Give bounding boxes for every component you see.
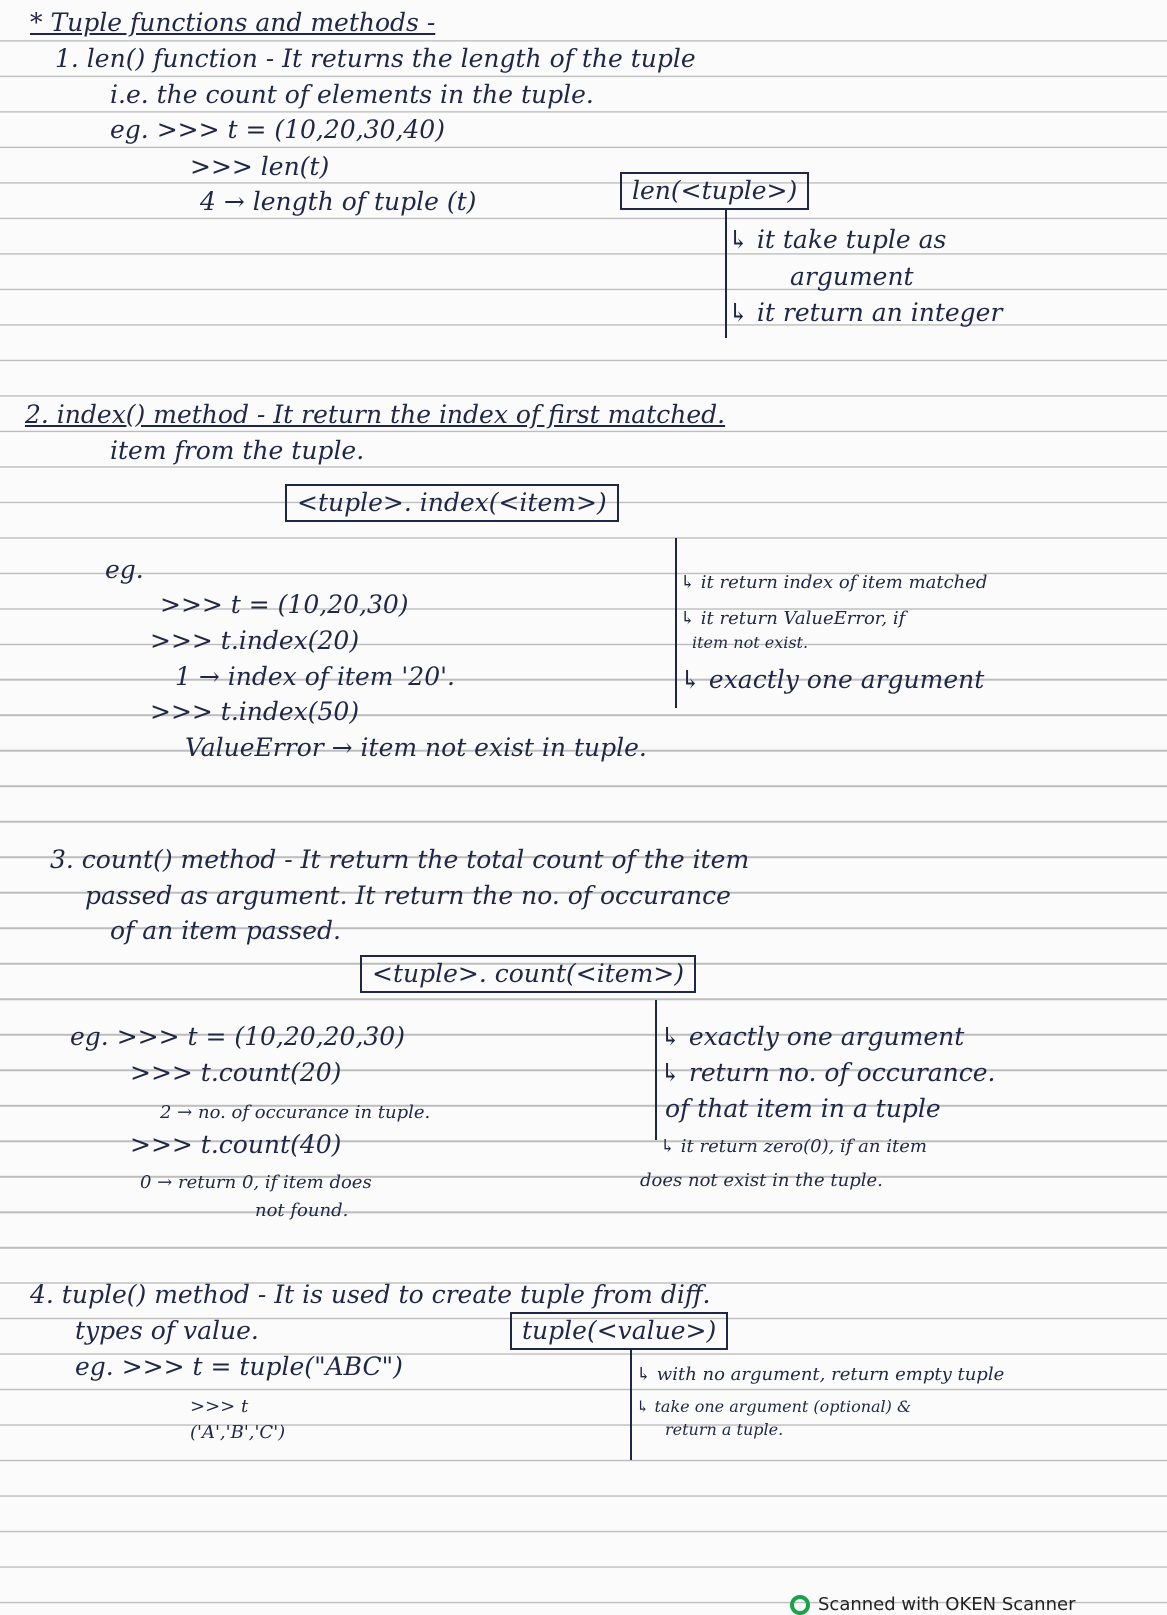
note-bracket bbox=[725, 210, 727, 338]
page-title: * Tuple functions and methods - bbox=[30, 8, 436, 37]
count-example-output: 2 → no. of occurance in tuple. bbox=[160, 1102, 431, 1123]
index-example-line: >>> t = (10,20,30) bbox=[160, 590, 409, 619]
count-example-output: 0 → return 0, if item does bbox=[140, 1172, 372, 1193]
scanner-watermark bbox=[790, 1594, 1075, 1615]
len-example-line: >>> len(t) bbox=[190, 152, 330, 181]
index-example-output: 1 → index of item '20'. bbox=[175, 662, 455, 691]
note-bracket bbox=[675, 538, 677, 708]
note-bracket bbox=[655, 1000, 657, 1140]
index-eg-label: eg. bbox=[105, 555, 144, 584]
count-example-output: not found. bbox=[255, 1200, 349, 1221]
tuple-syntax-box: tuple(<value>) bbox=[510, 1312, 728, 1350]
len-note: ↳ it return an integer bbox=[728, 298, 1003, 327]
index-note: ↳ it return ValueError, if bbox=[680, 608, 906, 629]
index-example-line: >>> t.index(20) bbox=[150, 626, 360, 655]
tuple-note: ↳ take one argument (optional) & bbox=[636, 1397, 912, 1416]
index-example-line: >>> t.index(50) bbox=[150, 697, 360, 726]
len-heading: 1. len() function - It returns the length of the tuple bbox=[55, 44, 696, 73]
count-note: ↳ exactly one argument bbox=[660, 1022, 965, 1051]
index-note: ↳ exactly one argument bbox=[680, 665, 985, 694]
len-description: i.e. the count of elements in the tuple. bbox=[110, 80, 594, 109]
tuple-note: return a tuple. bbox=[665, 1420, 784, 1439]
tuple-example-line: >>> t bbox=[190, 1396, 249, 1417]
tuple-example-line: eg. >>> t = tuple("ABC") bbox=[75, 1352, 403, 1381]
count-example-line: >>> t.count(40) bbox=[130, 1130, 342, 1159]
count-example-line: >>> t.count(20) bbox=[130, 1058, 342, 1087]
count-note: of that item in a tuple bbox=[665, 1094, 941, 1123]
index-description: item from the tuple. bbox=[110, 436, 365, 465]
len-example-output: 4 → length of tuple (t) bbox=[200, 187, 477, 216]
count-description: of an item passed. bbox=[110, 916, 342, 945]
tuple-note: ↳ with no argument, return empty tuple bbox=[636, 1364, 1005, 1385]
index-note: ↳ it return index of item matched bbox=[680, 572, 988, 593]
index-syntax-box: <tuple>. index(<item>) bbox=[285, 484, 619, 522]
count-note: does not exist in the tuple. bbox=[640, 1170, 883, 1191]
count-note: ↳ it return zero(0), if an item bbox=[660, 1136, 927, 1157]
tuple-example-output: ('A','B','C') bbox=[190, 1422, 286, 1443]
scanner-logo-icon bbox=[790, 1595, 810, 1615]
len-note: ↳ it take tuple as bbox=[728, 225, 947, 254]
count-heading: 3. count() method - It return the total count of the item bbox=[50, 845, 750, 874]
len-syntax-box: len(<tuple>) bbox=[620, 172, 809, 210]
note-bracket bbox=[630, 1350, 632, 1460]
index-note: item not exist. bbox=[692, 633, 809, 652]
count-syntax-box: <tuple>. count(<item>) bbox=[360, 955, 696, 993]
index-example-output: ValueError → item not exist in tuple. bbox=[185, 733, 647, 762]
count-example-line: eg. >>> t = (10,20,20,30) bbox=[70, 1022, 405, 1051]
tuple-heading: 4. tuple() method - It is used to create tuple from diff. bbox=[30, 1280, 711, 1309]
index-heading: 2. index() method - It return the index of first matched. bbox=[25, 400, 726, 429]
len-note: argument bbox=[790, 262, 914, 291]
len-example-line: eg. >>> t = (10,20,30,40) bbox=[110, 115, 445, 144]
count-note: ↳ return no. of occurance. bbox=[660, 1058, 996, 1087]
tuple-description: types of value. bbox=[75, 1316, 259, 1345]
count-description: passed as argument. It return the no. of occurance bbox=[85, 881, 731, 910]
scanner-watermark-text: Scanned with OKEN Scanner bbox=[818, 1594, 1076, 1615]
